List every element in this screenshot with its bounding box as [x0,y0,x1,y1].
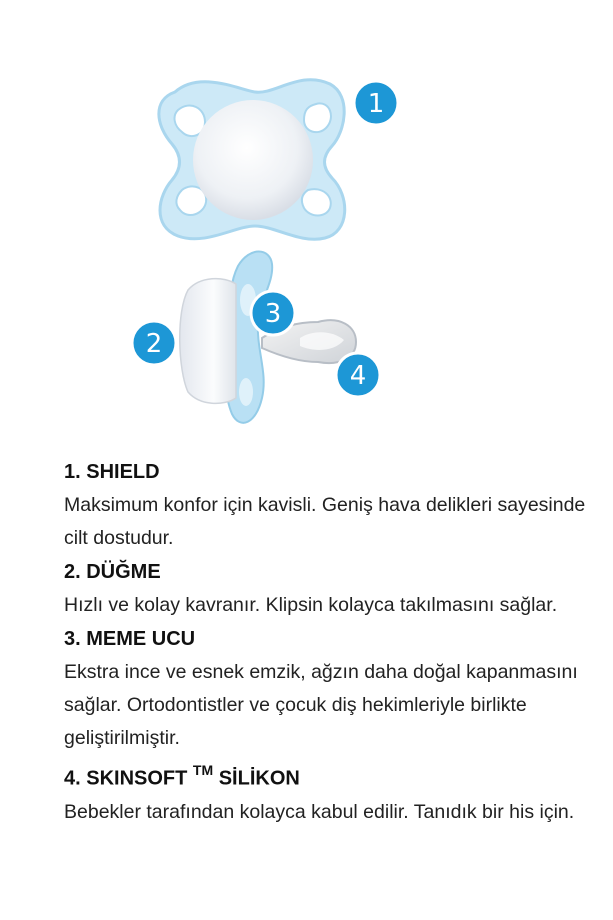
trademark-mark: TM [192,762,214,778]
svg-text:3: 3 [264,299,282,329]
feature-button [64,555,594,622]
badge-2 [132,321,176,365]
button-knob-front [193,100,313,220]
svg-text:4: 4 [349,361,367,391]
pacifier-side-view [180,252,356,423]
feature-title: 3. MEME UCU [64,628,196,650]
feature-title: 4. SKINSOFT ™ SİLİKON [64,762,300,790]
badge-4 [336,353,380,397]
svg-text:1: 1 [367,89,385,119]
badge-3 [251,291,295,335]
feature-list [64,455,594,829]
feature-title: 2. DÜĞME [64,561,161,583]
feature-title: 1. SHIELD [64,461,160,483]
shield-front-view [159,80,345,240]
badge-1 [354,81,398,125]
svg-text:2: 2 [145,329,163,359]
feature-silicone [64,755,594,829]
feature-shield [64,455,594,555]
feature-description: Bebekler tarafından kolayca kabul edilir. Tanıdık bir his için. [64,800,575,823]
feature-description: Ekstra ince ve esnek emzik, ağzın daha doğal kapanmasını sağlar. Ortodontistler ve çocuk diş hekimleriyle birlikte geliştirilmiştir. [64,661,578,749]
feature-nipple [64,622,594,755]
feature-description: Maksimum konfor için kavisli. Geniş hava delikleri sayesinde cilt dostudur. [64,494,586,549]
pacifier-illustration [0,0,613,450]
feature-description: Hızlı ve kolay kavranır. Klipsin kolayca takılmasını sağlar. [64,594,558,616]
